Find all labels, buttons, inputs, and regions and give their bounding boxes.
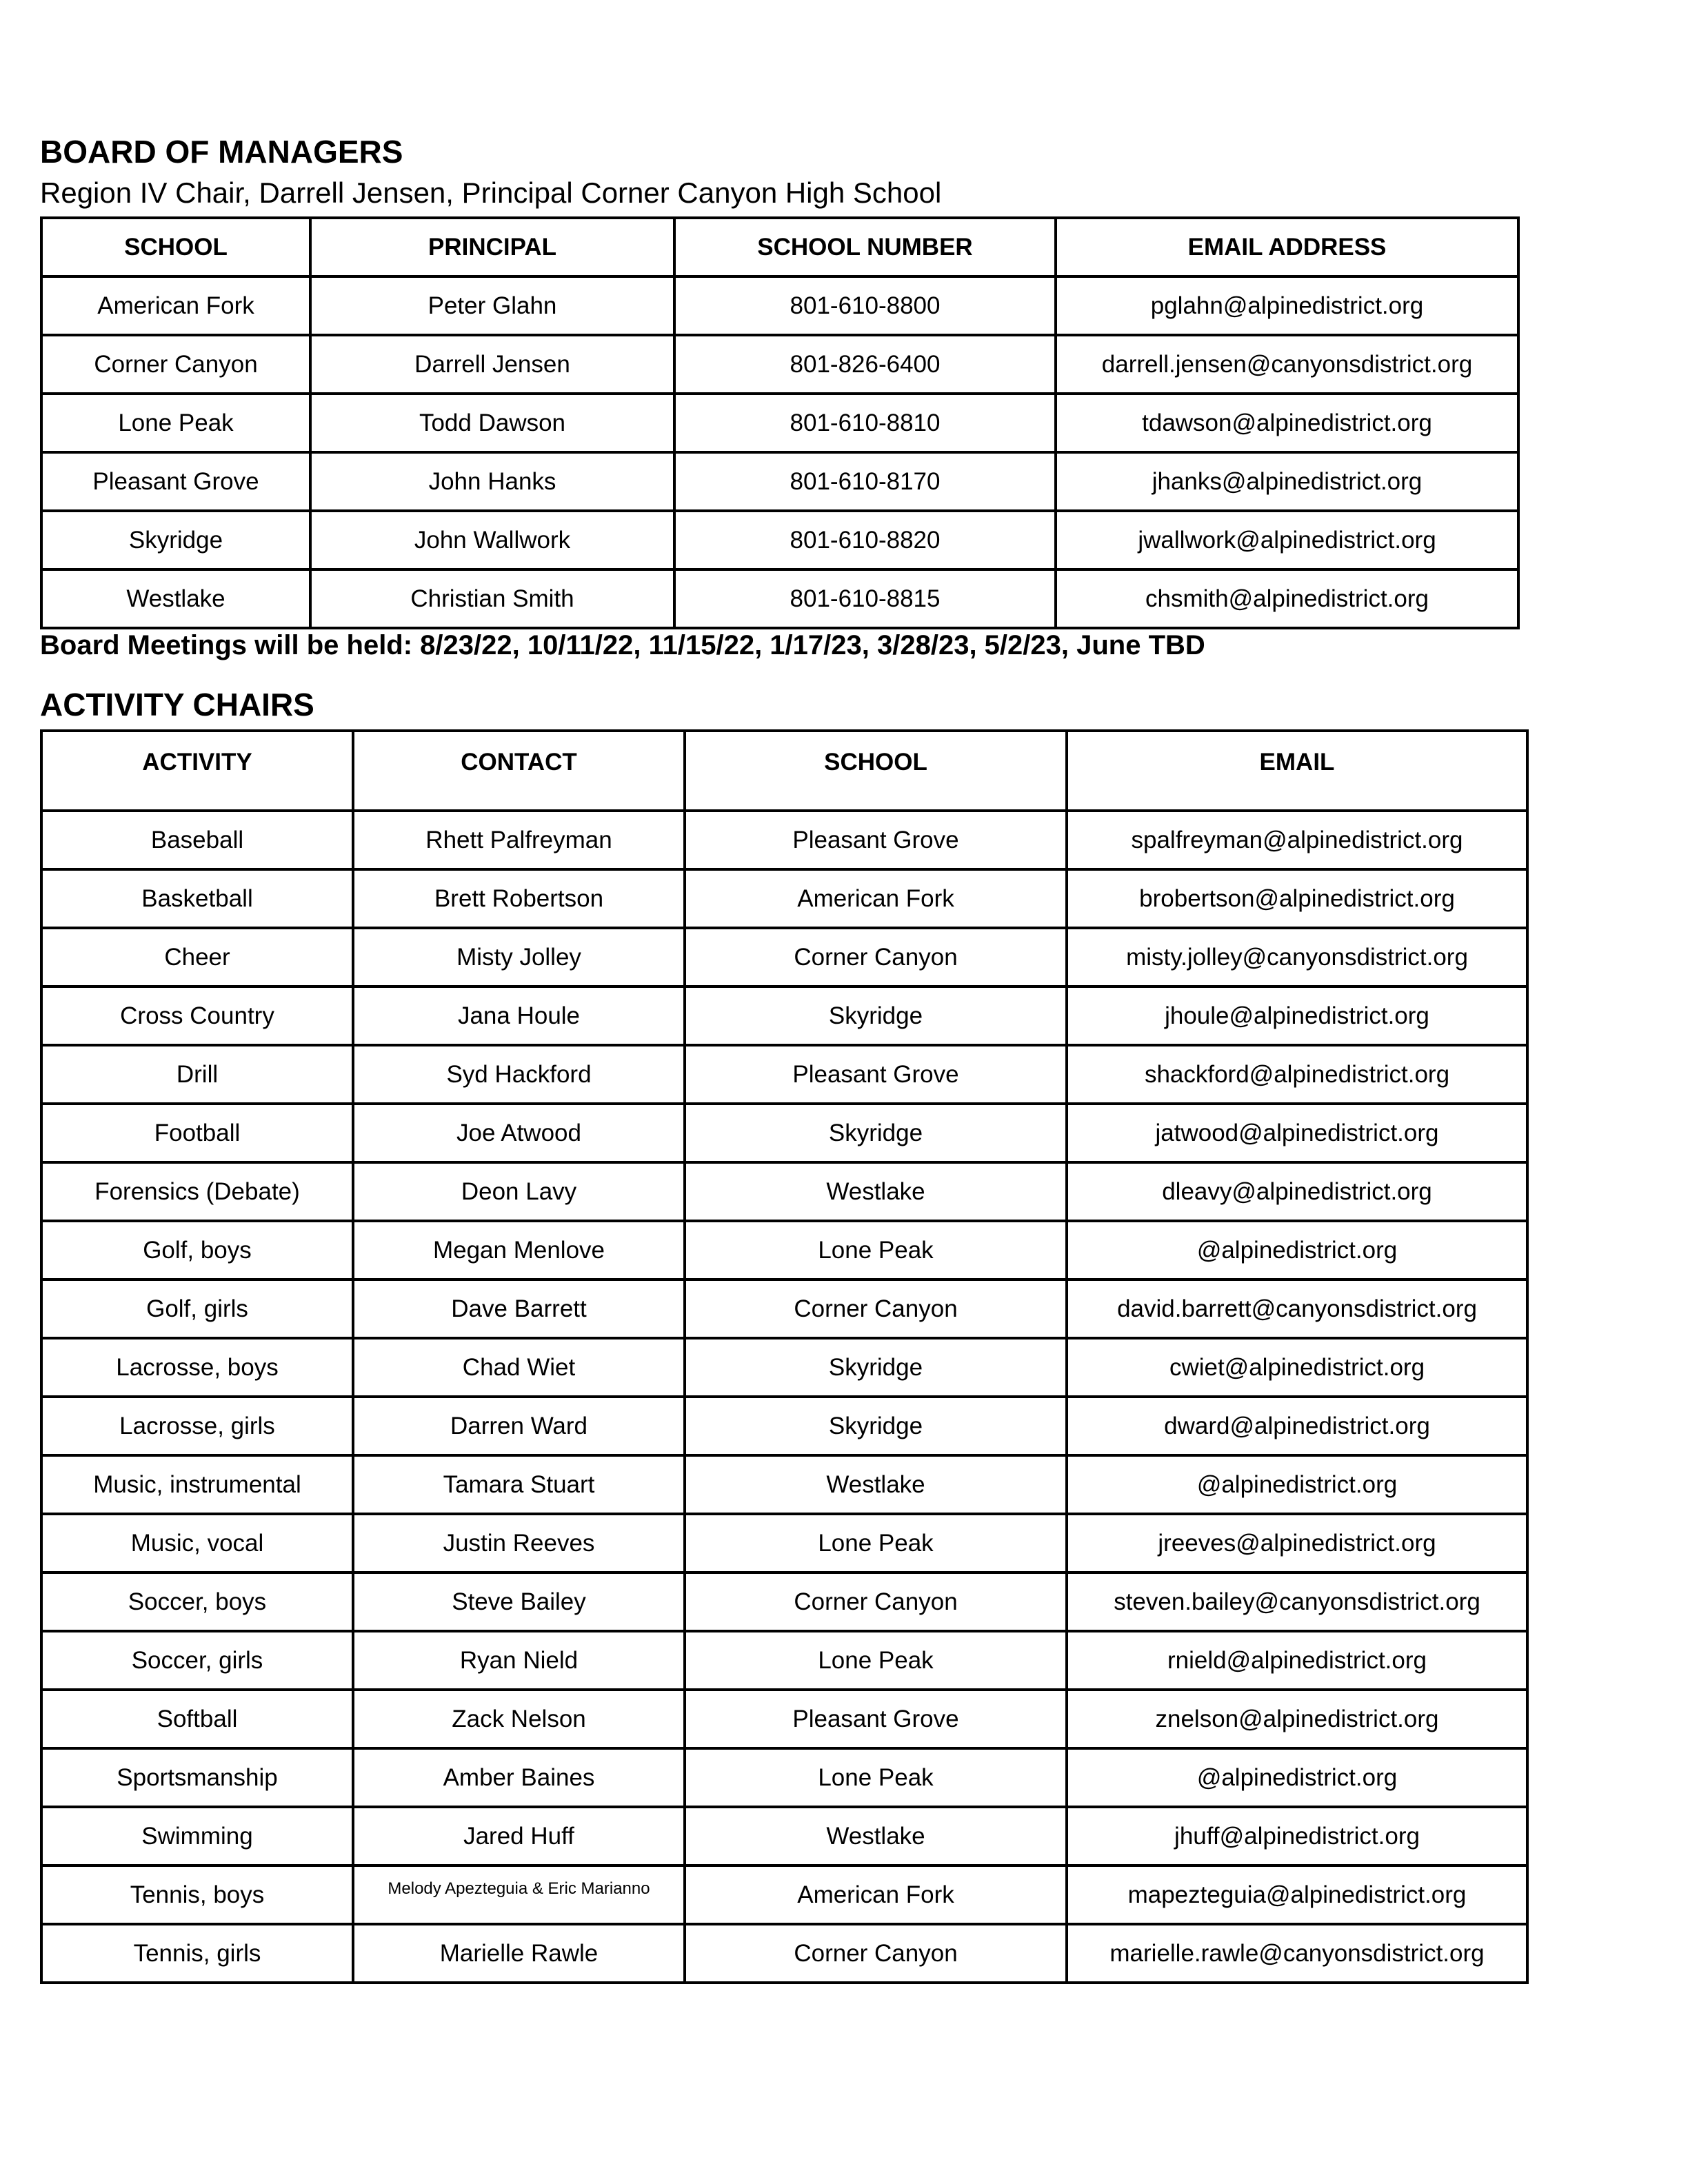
table-row <box>41 1866 1527 1924</box>
school-cell: American Fork <box>41 276 310 335</box>
school-cell: Westlake <box>685 1162 1067 1221</box>
table-row <box>41 511 1518 569</box>
email-cell: david.barrett@canyonsdistrict.org <box>1067 1280 1527 1338</box>
table-row <box>41 987 1527 1045</box>
email-cell: @alpinedistrict.org <box>1067 1748 1527 1807</box>
email-cell: jhoule@alpinedistrict.org <box>1067 987 1527 1045</box>
contact-cell: Rhett Palfreyman <box>353 811 685 869</box>
activity-cell: Tennis, girls <box>41 1924 353 1983</box>
principal-cell: Christian Smith <box>310 569 674 628</box>
email-cell: steven.bailey@canyonsdistrict.org <box>1067 1573 1527 1631</box>
board-header-school-number: SCHOOL NUMBER <box>674 218 1056 276</box>
activity-cell: Music, vocal <box>41 1514 353 1573</box>
email-cell: rnield@alpinedistrict.org <box>1067 1631 1527 1690</box>
table-row <box>41 1631 1527 1690</box>
school-cell: Corner Canyon <box>41 335 310 394</box>
activity-header-contact: CONTACT <box>353 731 685 811</box>
activity-cell: Basketball <box>41 869 353 928</box>
board-title: BOARD OF MANAGERS <box>40 134 403 170</box>
school-cell: Corner Canyon <box>685 1280 1067 1338</box>
contact-cell: Melody Apezteguia & Eric Marianno <box>353 1866 685 1924</box>
table-row <box>41 1397 1527 1455</box>
school-cell: Skyridge <box>685 1104 1067 1162</box>
school-number-cell: 801-826-6400 <box>674 335 1056 394</box>
table-row <box>41 928 1527 987</box>
activity-cell: Music, instrumental <box>41 1455 353 1514</box>
contact-cell: Misty Jolley <box>353 928 685 987</box>
email-cell: jatwood@alpinedistrict.org <box>1067 1104 1527 1162</box>
principal-cell: John Hanks <box>310 452 674 511</box>
activity-cell: Baseball <box>41 811 353 869</box>
contact-cell: Brett Robertson <box>353 869 685 928</box>
email-cell: tdawson@alpinedistrict.org <box>1056 394 1518 452</box>
board-header-row <box>41 218 1518 276</box>
school-number-cell: 801-610-8170 <box>674 452 1056 511</box>
activity-cell: Tennis, boys <box>41 1866 353 1924</box>
activity-cell: Golf, boys <box>41 1221 353 1280</box>
school-cell: Lone Peak <box>685 1748 1067 1807</box>
table-row <box>41 1045 1527 1104</box>
activity-cell: Soccer, boys <box>41 1573 353 1631</box>
principal-cell: Peter Glahn <box>310 276 674 335</box>
school-cell: Corner Canyon <box>685 1573 1067 1631</box>
activity-cell: Sportsmanship <box>41 1748 353 1807</box>
activity-body <box>41 811 1527 1983</box>
table-row <box>41 1514 1527 1573</box>
table-row <box>41 569 1518 628</box>
school-cell: Skyridge <box>41 511 310 569</box>
school-number-cell: 801-610-8810 <box>674 394 1056 452</box>
school-cell: Pleasant Grove <box>41 452 310 511</box>
school-number-cell: 801-610-8800 <box>674 276 1056 335</box>
email-cell: shackford@alpinedistrict.org <box>1067 1045 1527 1104</box>
email-cell: misty.jolley@canyonsdistrict.org <box>1067 928 1527 987</box>
email-cell: jhanks@alpinedistrict.org <box>1056 452 1518 511</box>
contact-cell: Dave Barrett <box>353 1280 685 1338</box>
school-cell: Skyridge <box>685 987 1067 1045</box>
email-cell: marielle.rawle@canyonsdistrict.org <box>1067 1924 1527 1983</box>
contact-cell: Megan Menlove <box>353 1221 685 1280</box>
board-header-email: EMAIL ADDRESS <box>1056 218 1518 276</box>
contact-cell: Chad Wiet <box>353 1338 685 1397</box>
activity-cell: Forensics (Debate) <box>41 1162 353 1221</box>
table-row <box>41 1221 1527 1280</box>
contact-cell: Zack Nelson <box>353 1690 685 1748</box>
school-cell: Pleasant Grove <box>685 1045 1067 1104</box>
activity-cell: Lacrosse, boys <box>41 1338 353 1397</box>
school-cell: Corner Canyon <box>685 1924 1067 1983</box>
activity-cell: Soccer, girls <box>41 1631 353 1690</box>
activity-cell: Golf, girls <box>41 1280 353 1338</box>
activity-header-row <box>41 731 1527 811</box>
table-row <box>41 1162 1527 1221</box>
email-cell: dward@alpinedistrict.org <box>1067 1397 1527 1455</box>
contact-cell: Ryan Nield <box>353 1631 685 1690</box>
email-cell: chsmith@alpinedistrict.org <box>1056 569 1518 628</box>
contact-cell: Darren Ward <box>353 1397 685 1455</box>
school-cell: Lone Peak <box>685 1221 1067 1280</box>
school-cell: Pleasant Grove <box>685 811 1067 869</box>
contact-cell: Justin Reeves <box>353 1514 685 1573</box>
email-cell: @alpinedistrict.org <box>1067 1455 1527 1514</box>
email-cell: darrell.jensen@canyonsdistrict.org <box>1056 335 1518 394</box>
activity-table <box>40 729 1529 1984</box>
activity-cell: Drill <box>41 1045 353 1104</box>
table-row <box>41 1924 1527 1983</box>
board-header-school: SCHOOL <box>41 218 310 276</box>
school-cell: Westlake <box>41 569 310 628</box>
email-cell: cwiet@alpinedistrict.org <box>1067 1338 1527 1397</box>
email-cell: dleavy@alpinedistrict.org <box>1067 1162 1527 1221</box>
board-chair-line: Region IV Chair, Darrell Jensen, Principal Corner Canyon High School <box>40 176 942 209</box>
school-cell: Westlake <box>685 1455 1067 1514</box>
table-row <box>41 1573 1527 1631</box>
board-meetings-note: Board Meetings will be held: 8/23/22, 10/11/22, 11/15/22, 1/17/23, 3/28/23, 5/2/23, June TBD <box>40 630 1205 660</box>
contact-cell: Jared Huff <box>353 1807 685 1866</box>
table-row <box>41 1104 1527 1162</box>
email-cell: @alpinedistrict.org <box>1067 1221 1527 1280</box>
board-body <box>41 276 1518 628</box>
activity-cell: Softball <box>41 1690 353 1748</box>
table-row <box>41 276 1518 335</box>
activity-cell: Lacrosse, girls <box>41 1397 353 1455</box>
email-cell: pglahn@alpinedistrict.org <box>1056 276 1518 335</box>
activity-title: ACTIVITY CHAIRS <box>40 687 314 722</box>
contact-cell: Tamara Stuart <box>353 1455 685 1514</box>
principal-cell: Todd Dawson <box>310 394 674 452</box>
school-number-cell: 801-610-8815 <box>674 569 1056 628</box>
activity-cell: Cross Country <box>41 987 353 1045</box>
activity-cell: Cheer <box>41 928 353 987</box>
activity-header-school: SCHOOL <box>685 731 1067 811</box>
table-row <box>41 1280 1527 1338</box>
table-row <box>41 1455 1527 1514</box>
table-row <box>41 1690 1527 1748</box>
email-cell: jwallwork@alpinedistrict.org <box>1056 511 1518 569</box>
school-cell: Lone Peak <box>685 1631 1067 1690</box>
school-cell: American Fork <box>685 1866 1067 1924</box>
table-row <box>41 1338 1527 1397</box>
activity-cell: Swimming <box>41 1807 353 1866</box>
school-cell: Corner Canyon <box>685 928 1067 987</box>
email-cell: spalfreyman@alpinedistrict.org <box>1067 811 1527 869</box>
activity-cell: Football <box>41 1104 353 1162</box>
table-row <box>41 452 1518 511</box>
contact-cell: Joe Atwood <box>353 1104 685 1162</box>
school-cell: Pleasant Grove <box>685 1690 1067 1748</box>
email-cell: mapezteguia@alpinedistrict.org <box>1067 1866 1527 1924</box>
activity-header-email: EMAIL <box>1067 731 1527 811</box>
contact-cell: Marielle Rawle <box>353 1924 685 1983</box>
contact-cell: Steve Bailey <box>353 1573 685 1631</box>
school-cell: American Fork <box>685 869 1067 928</box>
contact-cell: Jana Houle <box>353 987 685 1045</box>
table-row <box>41 1807 1527 1866</box>
board-table <box>40 216 1520 629</box>
email-cell: znelson@alpinedistrict.org <box>1067 1690 1527 1748</box>
table-row <box>41 394 1518 452</box>
email-cell: jhuff@alpinedistrict.org <box>1067 1807 1527 1866</box>
table-row <box>41 1748 1527 1807</box>
email-cell: brobertson@alpinedistrict.org <box>1067 869 1527 928</box>
activity-header-activity: ACTIVITY <box>41 731 353 811</box>
principal-cell: John Wallwork <box>310 511 674 569</box>
contact-cell: Amber Baines <box>353 1748 685 1807</box>
school-cell: Skyridge <box>685 1338 1067 1397</box>
contact-cell: Syd Hackford <box>353 1045 685 1104</box>
email-cell: jreeves@alpinedistrict.org <box>1067 1514 1527 1573</box>
contact-cell: Deon Lavy <box>353 1162 685 1221</box>
board-header-principal: PRINCIPAL <box>310 218 674 276</box>
school-number-cell: 801-610-8820 <box>674 511 1056 569</box>
school-cell: Skyridge <box>685 1397 1067 1455</box>
school-cell: Lone Peak <box>685 1514 1067 1573</box>
school-cell: Lone Peak <box>41 394 310 452</box>
table-row <box>41 869 1527 928</box>
principal-cell: Darrell Jensen <box>310 335 674 394</box>
table-row <box>41 811 1527 869</box>
school-cell: Westlake <box>685 1807 1067 1866</box>
table-row <box>41 335 1518 394</box>
